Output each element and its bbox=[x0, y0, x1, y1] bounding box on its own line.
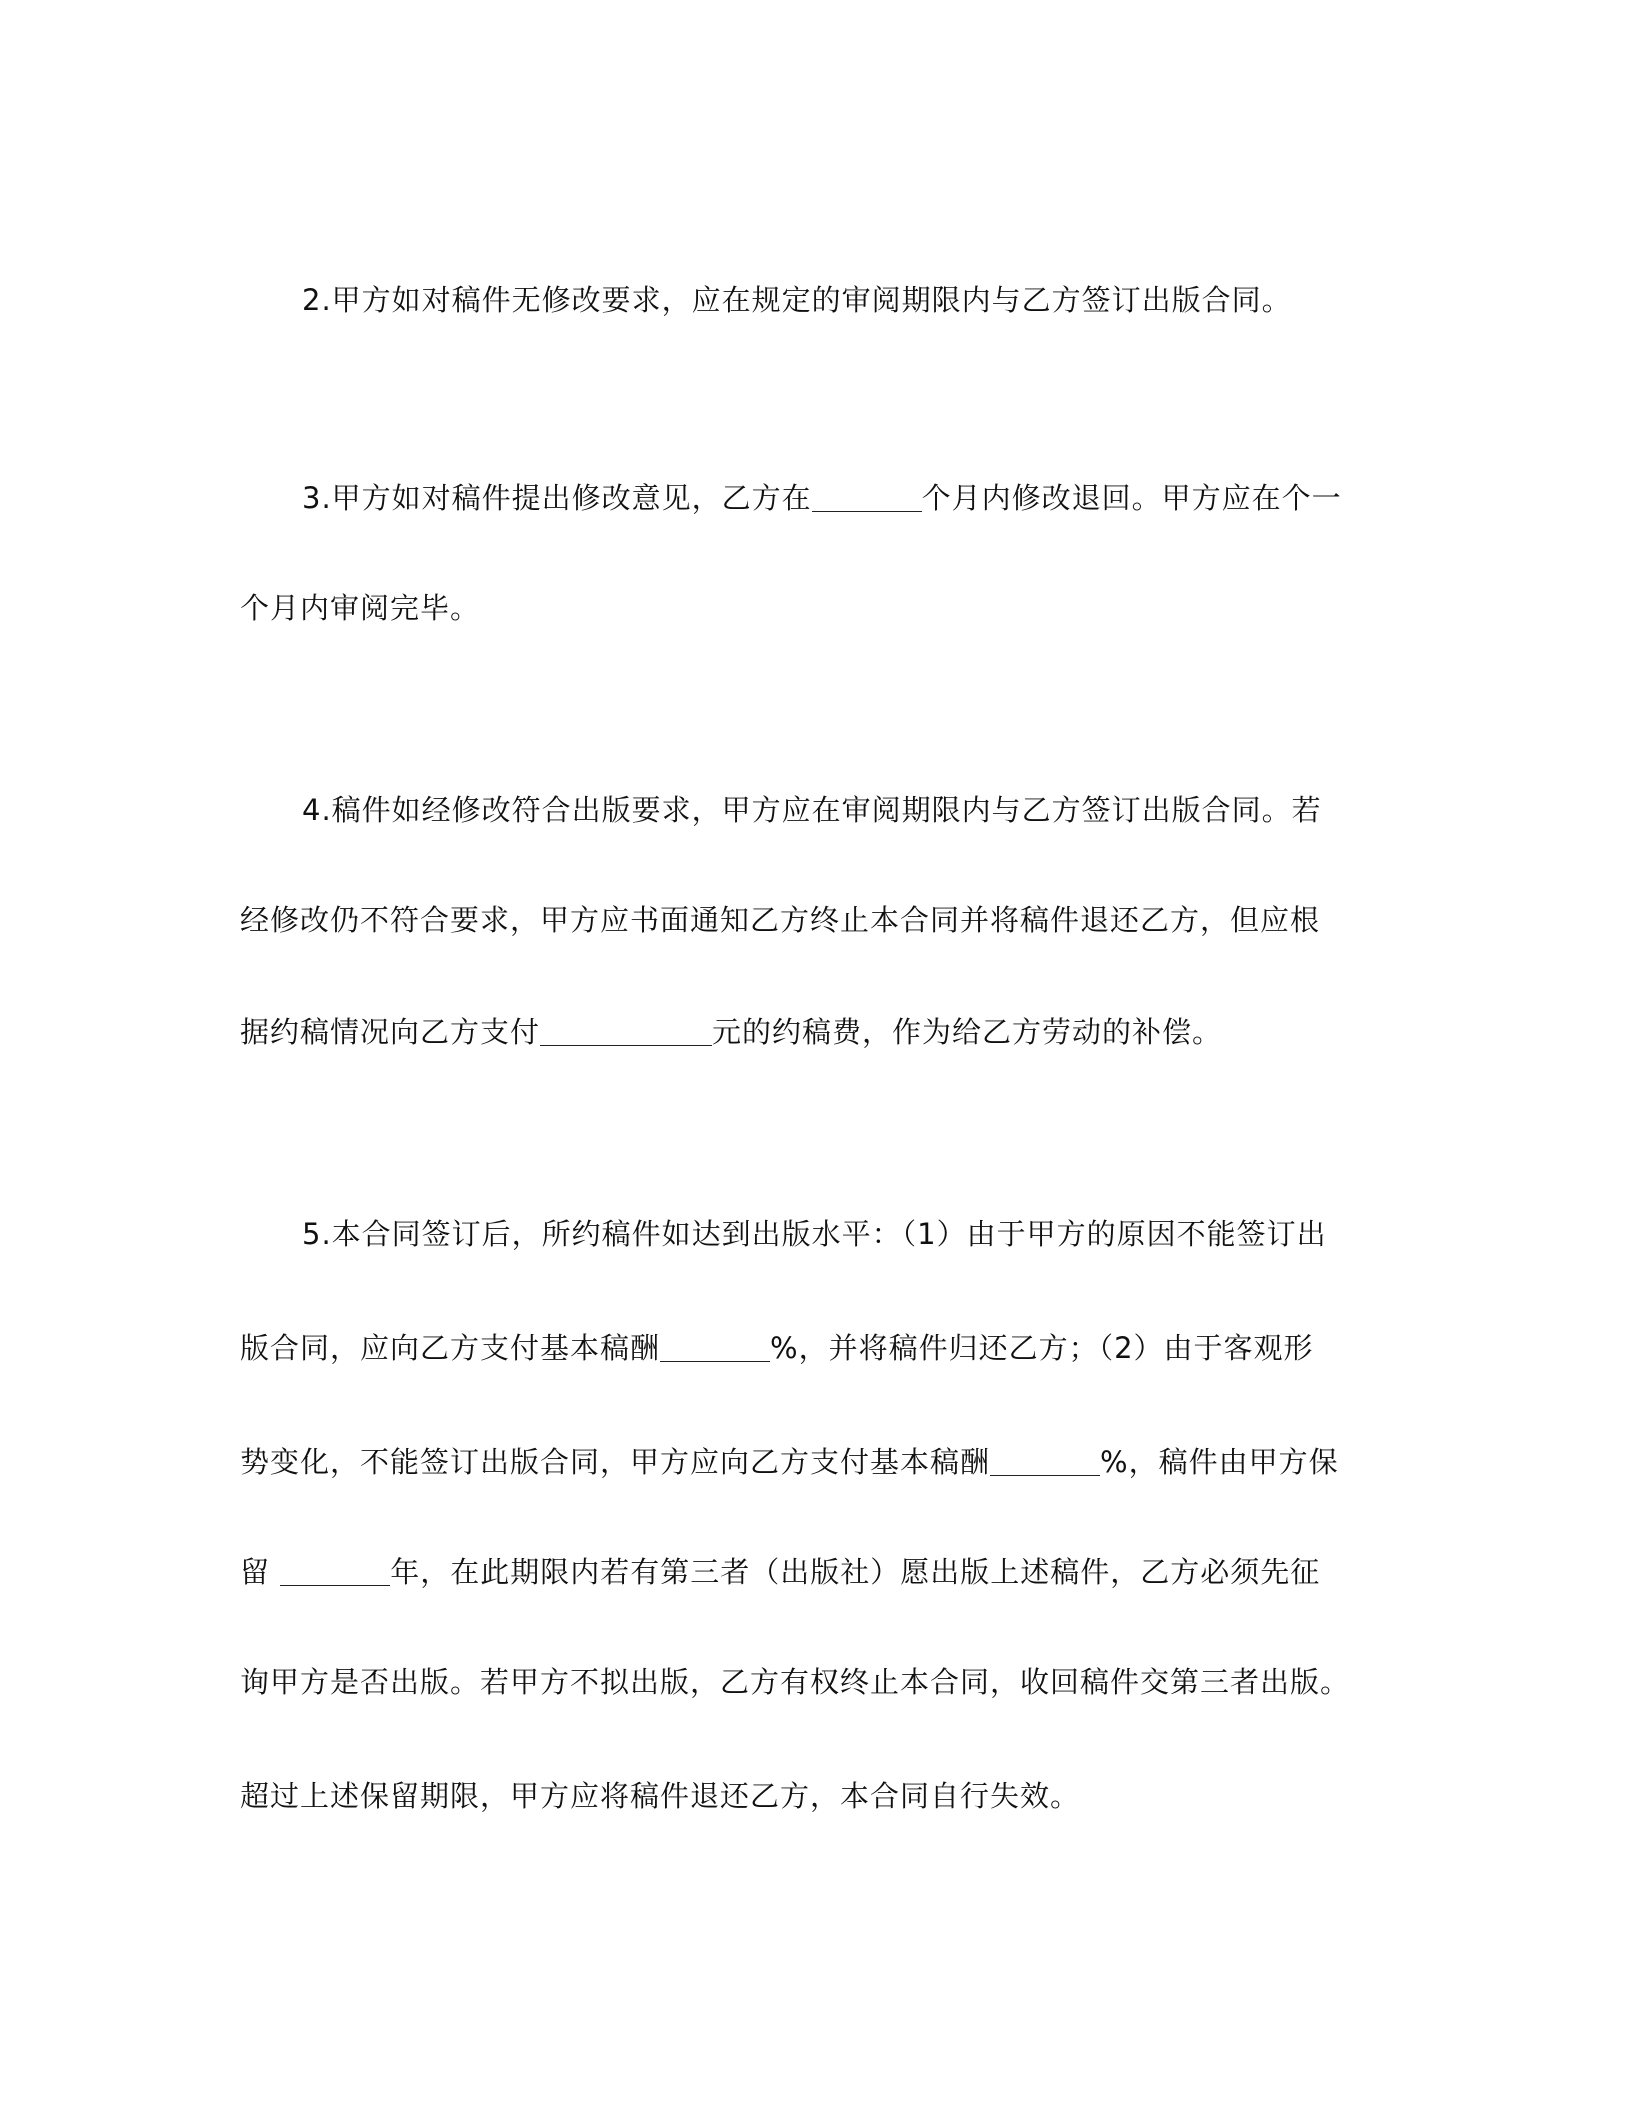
clause-3-text-c: 个月内审阅完毕。 bbox=[240, 591, 481, 625]
clause-5-line-4 bbox=[240, 1552, 1320, 1592]
clause-5-text-d: 势变化，不能签订出版合同，甲方应向乙方支付基本稿酬 bbox=[240, 1445, 991, 1479]
clause-3-line-2 bbox=[240, 588, 480, 628]
clause-4-line-2 bbox=[240, 900, 1320, 940]
clause-5-text-b: 版合同，应向乙方支付基本稿酬 bbox=[240, 1331, 661, 1365]
fee-amount-blank[interactable] bbox=[540, 1015, 712, 1046]
clause-5-line-2 bbox=[240, 1328, 1314, 1368]
clause-5-line-6 bbox=[240, 1776, 1080, 1816]
clause-3-line-1 bbox=[302, 478, 1342, 518]
clause-4-line-3 bbox=[240, 1012, 1222, 1052]
clause-4-text-d: 元的约稿费，作为给乙方劳动的补偿。 bbox=[712, 1015, 1223, 1049]
clause-5-text-e: %，稿件由甲方保 bbox=[1100, 1445, 1339, 1479]
clause-4-line-1 bbox=[302, 790, 1322, 830]
years-blank[interactable] bbox=[280, 1555, 390, 1586]
percent-blank-2[interactable] bbox=[990, 1445, 1100, 1476]
months-blank[interactable] bbox=[812, 481, 922, 512]
clause-5-text-f: 留 bbox=[240, 1555, 271, 1589]
clause-5-text-h: 询甲方是否出版。若甲方不拟出版，乙方有权终止本合同，收回稿件交第三者出版。 bbox=[240, 1665, 1351, 1699]
percent-blank-1[interactable] bbox=[660, 1331, 770, 1362]
clause-3-text-a: 3.甲方如对稿件提出修改意见，乙方在 bbox=[302, 481, 812, 515]
clause-5-text-i: 超过上述保留期限，甲方应将稿件退还乙方，本合同自行失效。 bbox=[240, 1779, 1081, 1813]
clause-5-line-1 bbox=[302, 1214, 1327, 1254]
clause-4-text-b: 经修改仍不符合要求，甲方应书面通知乙方终止本合同并将稿件退还乙方，但应根 bbox=[240, 903, 1321, 937]
clause-5-text-g: 年，在此期限内若有第三者（出版社）愿出版上述稿件，乙方必须先征 bbox=[390, 1555, 1321, 1589]
clause-4-text-c: 据约稿情况向乙方支付 bbox=[240, 1015, 541, 1049]
clause-5-text-c: %，并将稿件归还乙方；（2）由于客观形 bbox=[770, 1331, 1314, 1365]
clause-5-line-3 bbox=[240, 1442, 1339, 1482]
clause-2-line-1 bbox=[302, 280, 1292, 320]
clause-4-text-a: 4.稿件如经修改符合出版要求，甲方应在审阅期限内与乙方签订出版合同。若 bbox=[302, 793, 1322, 827]
clause-2-text: 2.甲方如对稿件无修改要求，应在规定的审阅期限内与乙方签订出版合同。 bbox=[302, 283, 1292, 317]
clause-5-text-a: 5.本合同签订后，所约稿件如达到出版水平：（1）由于甲方的原因不能签订出 bbox=[302, 1217, 1327, 1251]
clause-3-text-b: 个月内修改退回。甲方应在个一 bbox=[921, 481, 1342, 515]
clause-5-line-5 bbox=[240, 1662, 1350, 1702]
